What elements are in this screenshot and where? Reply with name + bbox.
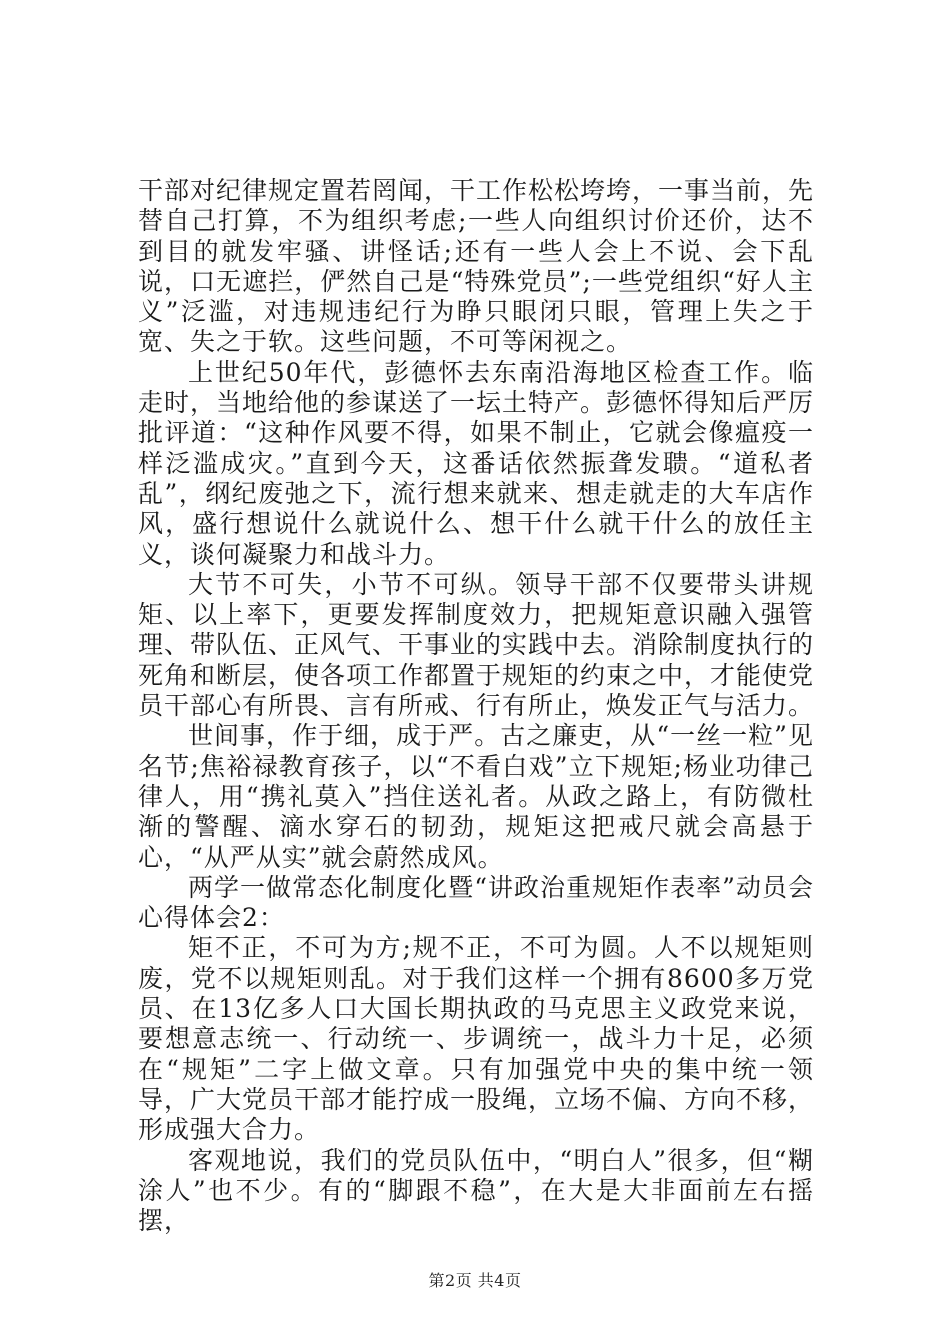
paragraph-4: 世间事，作于细，成于严。古之廉吏，从“一丝一粒”见名节;焦裕禄教育孩子，以“不看白戏”立下规矩;杨业功律己律人，用“携礼莫入”挡住送礼者。从政之路上，有防微杜渐的警醒、滴水穿石的韧劲，规矩这把戒尺就会高悬于心，“从严从实”就会蔚然成风。 <box>138 721 814 872</box>
page-footer: 第2页 共4页 <box>428 1271 522 1290</box>
paragraph-5: 矩不正，不可为方;规不正，不可为圆。人不以规矩则废，党不以规矩则乱。对于我们这样一个拥有8600多万党员、在13亿多人口大国长期执政的马克思主义政党来说，要想意志统一、行动统一、步调统一，战斗力十足，必须在“规矩”二字上做文章。只有加强党中央的集中统一领导，广大党员干部才能拧成一股绳，立场不偏、方向不移，形成强大合力。 <box>138 933 815 1145</box>
paragraph-3: 大节不可失，小节不可纵。领导干部不仅要带头讲规矩、以上率下，更要发挥制度效力，把规矩意识融入强管理、带队伍、正风气、干事业的实践中去。消除制度执行的死角和断层，使各项工作都置于规矩的约束之中，才能使党员干部心有所畏、言有所戒、行有所止，焕发正气与活力。 <box>138 569 815 721</box>
paragraph-1: 干部对纪律规定置若罔闻，干工作松松垮垮，一事当前，先替自己打算，不为组织考虑;一些人向组织讨价还价，达不到目的就发牢骚、讲怪话;还有一些人会上不说、会下乱说，口无遮拦，俨然自己是“特殊党员”;一些党组织“好人主义”泛滥，对违规违纪行为睁只眼闭只眼，管理上失之于宽、失之于软。这些问题，不可等闲视之。 <box>138 176 815 357</box>
paragraph-6: 客观地说，我们的党员队伍中，“明白人”很多，但“糊涂人”也不少。有的“脚跟不稳”，在大是大非面前左右摇摆， <box>138 1145 814 1236</box>
body-text <box>138 176 814 1236</box>
section-heading: 两学一做常态化制度化暨“讲政治重规矩作表率”动员会心得体会2： <box>138 872 814 933</box>
paragraph-2: 上世纪50年代，彭德怀去东南沿海地区检查工作。临走时，当地给他的参谋送了一坛土特产。彭德怀得知后严厉批评道：“这种作风要不得，如果不制止，它就会像瘟疫一样泛滥成灾。”直到今天，这番话依然振聋发聩。“道私者乱”，纲纪废弛之下，流行想来就来、想走就走的大车店作风，盛行想说什么就说什么、想干什么就干什么的放任主义，谈何凝聚力和战斗力。 <box>138 357 815 569</box>
